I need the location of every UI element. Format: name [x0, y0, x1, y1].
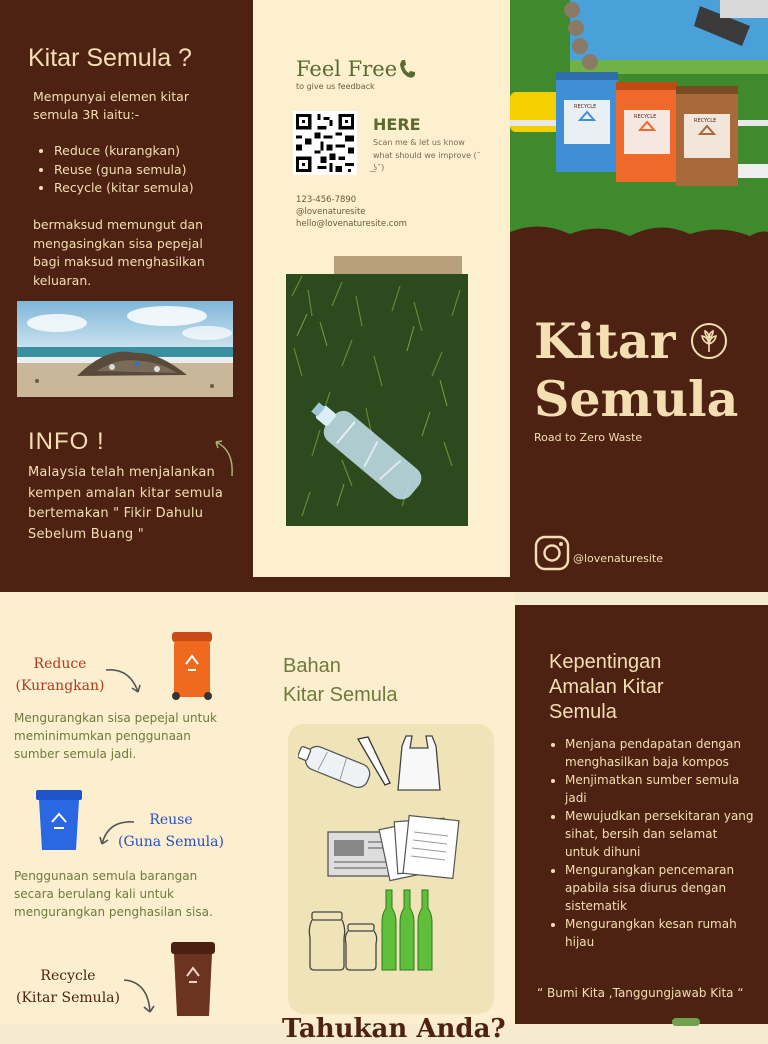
list-item: • Reduce (kurangkan): [54, 142, 194, 161]
importance-title: Kepentingan Amalan Kitar Semula: [549, 651, 664, 723]
paper-stack-icon: [374, 810, 462, 888]
phone-icon: [398, 58, 416, 84]
main-title-line2: Semula: [534, 370, 739, 428]
cut-off-heading: Tahukan Anda?: [282, 1014, 506, 1044]
green-bottle-icon: [380, 888, 436, 976]
section-title-kitar-semula: Kitar Semula ?: [28, 44, 192, 72]
beach-waste-photo: [17, 301, 233, 397]
qr-code[interactable]: [293, 111, 357, 175]
arrow-icon: [104, 664, 144, 702]
reuse-label: Reuse (Guna Semula): [118, 812, 224, 850]
straw-icon: [354, 735, 394, 791]
list-item: • Mewujudkan persekitaran yang sihat, bersih dan selamat untuk dihuni: [565, 807, 755, 861]
definition-paragraph: bermaksud memungut dan mengasingkan sisa pepejal bagi maksud menghasilkan keluaran.: [33, 217, 205, 288]
email-address[interactable]: hello@lovenaturesite.com: [296, 219, 407, 229]
scan-instruction: Scan me & let us know what should we improve (˘ ͜ʖ˘): [373, 138, 481, 172]
list-item: • Menjimatkan sumber semula jadi: [565, 771, 755, 807]
closing-quote: “ Bumi Kita ,Tanggungjawab Kita “: [537, 986, 744, 1000]
social-handle[interactable]: @lovenaturesite: [296, 207, 366, 217]
list-item: • Mengurangkan pencemaran apabila sisa diurus dengan sistematik: [565, 861, 755, 915]
svg-text:RECYCLE: RECYCLE: [574, 104, 597, 110]
plastic-bag-icon: [396, 730, 442, 798]
red-bin-icon: [168, 630, 216, 706]
arrow-icon: [122, 974, 158, 1022]
reuse-description: Penggunaan semula barangan secara berulang kali untuk mengurangkan penghasilan sisa.: [14, 869, 213, 919]
top-divider-strip: [253, 577, 510, 592]
tagline: Road to Zero Waste: [534, 431, 643, 444]
importance-list: [548, 735, 755, 951]
list-item: • Menjana pendapatan dengan menghasilkan baja kompos: [565, 735, 755, 771]
reduce-label: Reduce (Kurangkan): [15, 656, 105, 694]
three-r-list: [36, 142, 194, 198]
main-title-line1: Kitar: [534, 312, 676, 370]
svg-text:RECYCLE: RECYCLE: [634, 114, 657, 120]
phone-number[interactable]: 123-456-7890: [296, 195, 357, 205]
contact-block: [296, 194, 407, 230]
info-text: Malaysia telah menjalankan kempen amalan kitar semula bertemakan " Fikir Dahulu Sebelum Buang ": [28, 465, 224, 542]
leaf-emblem-icon: [690, 322, 728, 364]
beach-illustration: [17, 301, 233, 397]
intro-text: Mempunyai elemen kitar semula 3R iaitu:-: [33, 89, 189, 122]
here-label: HERE: [373, 115, 421, 134]
recycle-label: Recycle (Kitar Semula): [16, 968, 120, 1006]
instagram-handle[interactable]: @lovenaturesite: [573, 552, 663, 565]
feel-free-heading: Feel Free: [296, 57, 398, 81]
svg-text:RECYCLE: RECYCLE: [694, 118, 717, 124]
glass-jar-icon: [308, 908, 382, 978]
list-item: • Reuse (guna semula): [54, 161, 194, 180]
info-heading: INFO !: [28, 428, 105, 455]
feedback-subtext: to give us feedback: [296, 82, 375, 91]
green-badge-fragment: [672, 1018, 700, 1026]
recyclables-title: Bahan Kitar Semula: [283, 655, 398, 706]
bottle-on-grass-photo: [282, 256, 472, 528]
blue-bin-icon: [34, 788, 84, 856]
reduce-description: Mengurangkan sisa pepejal untuk meminimumkan penggunaan sumber semula jadi.: [14, 711, 217, 761]
list-item: • Recycle (kitar semula): [54, 179, 194, 198]
recycle-bins-photo: [510, 0, 768, 240]
brown-bin-icon: [168, 940, 218, 1024]
instagram-icon[interactable]: [534, 535, 570, 575]
list-item: • Mengurangkan kesan rumah hijau: [565, 915, 755, 951]
